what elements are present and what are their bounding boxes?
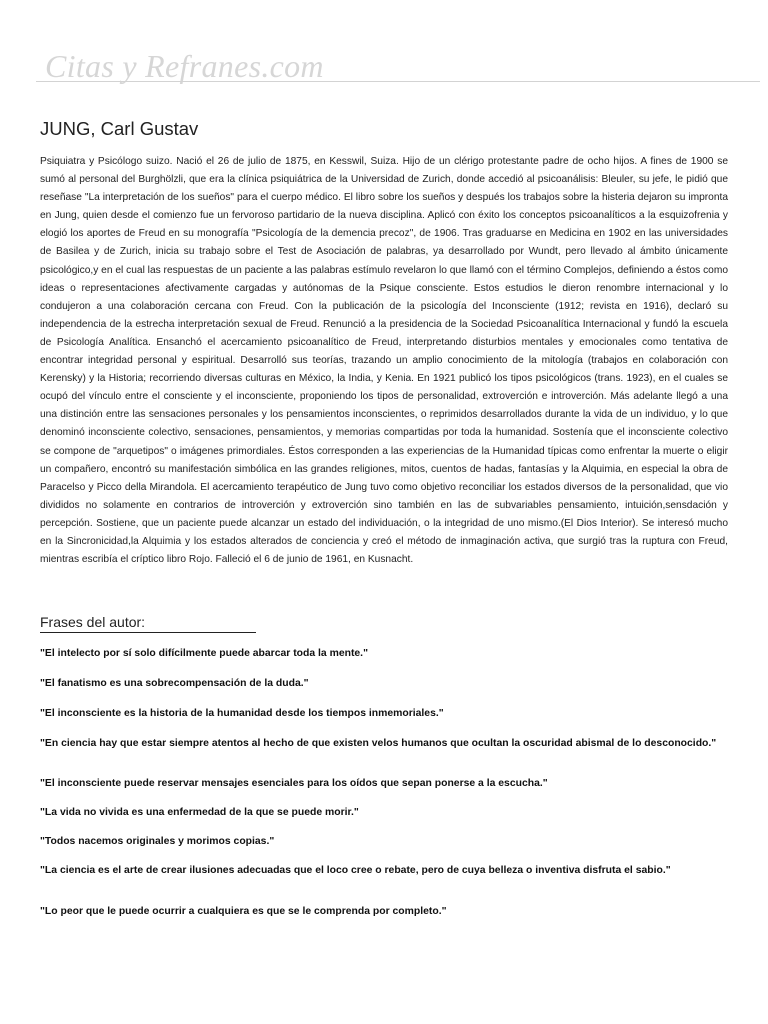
quote-item: "El inconsciente puede reservar mensajes esenciales para los oídos que sepan ponerse a la escucha." <box>40 778 548 789</box>
quote-item: "La vida no vivida es una enfermedad de la que se puede morir." <box>40 807 359 818</box>
quote-item: "En ciencia hay que estar siempre atentos al hecho de que existen velos humanos que ocultan la oscuridad abismal de lo desconocido." <box>40 738 717 749</box>
author-biography: Psiquiatra y Psicólogo suizo. Nació el 26 de julio de 1875, en Kesswil, Suiza. Hijo de un clérigo protestante padre de ocho hijos. A fines de 1900 se sumó al personal del Burghölzli, que era la clínica psiquiátrica de la Universidad de Zurich, donde accedió al psicoanálisis: Bleuler, su jefe, le pidió que reseñase "La interpretación de los sueños" para el cuerpo médico. El libro sobre los sueños y después los trabajos sobre la histeria dejaron su impronta en Jung, quien desde el comienzo fue un fervoroso partidario de la nueva disciplina. Aplicó con éxito los conceptos psicoanalíticos a la esquizofrenia y elogió los aportes de Freud en su monografía "Psicología de la demencia precoz", de 1906. Tras graduarse en Medicina en 1902 en las universidades de Basilea y de Zurich, inicia su trabajo sobre el Test de Asociación de palabras, ya desarrollado por Wundt, pero llevado al ámbito únicamente psicológico,y en el cual las respuestas de un paciente a las palabras estímulo revelaron lo que llamó con el término Complejos, definiendo a éstos como ideas o representaciones afectivamente cargadas y autónomas de la Psique consciente. Estos estudios le dieron renombre internacional y lo condujeron a una colaboración cercana con Freud. Con la publicación de la psicología del Inconsciente (1912; revista en 1916), declaró su independencia de la estrecha interpretación sexual de Freud. Renunció a la presidencia de la Sociedad Psicoanalítica Internacional y fundó la escuela de Psicología Analítica. Ensanchó el acercamiento psicoanalítico de Freud, interpretando disturbios mentales y emocionales como tentativa de encontrar integridad personal y espiritual. Desarrolló sus teorías, trazando un amplio conocimiento de la mitología (trabajos en colaboración con Kerensky) y la Historia; recorriendo diversas culturas en México, la India, y Kenia. En 1921 publicó los tipos psicológicos (trans. 1923), en el cuales se ocupó del vínculo entre el consciente y el inconsciente, proponiendo los tipos de personalidad, extroverción e introverción. Más adelante llegó a una una distinción entre las sensaciones personales y los pensamientos inconscientes, o reprimidos desarrollados durante la vida de un individuo, y lo que denominó inconsciente colectivo, sensaciones, pensamientos, y memorias compartidas por toda la humanidad. Sostenía que el inconsciente colectivo se compone de "arquetipos" o imágenes primordiales. Éstos corresponden a las experiencias de la Humanidad típicas como enfrentar la muerte o eligir un compañero, encontró su manifestación simbólica en las grandes religiones, mitos, cuentos de hadas, fantasías y la Alquimia, en especial la obra de Paracelso y Picco della Mirandola. El acercamiento terapéutico de Jung tuvo como objetivo reconciliar los estados diversos de la personalidad, que vio divididos no solamente en contrarios de introverción y extroverción sino también en las de subvariables pensamiento, intuición,sensdación y percepción. Sostiene, que un paciente puede alcanzar un estado del individuación, o la integridad de uno mismo.(El Dios Interior). Se interesó mucho en la Sincronicidad,la Alquimia y los estados alterados de conciencia y creó el método de inmaginación activa, que surgió tras la ruptura con Freud, mientras escribía el críptico libro Rojo. Falleció el 6 de junio de 1961, en Kusnacht. <box>40 156 728 566</box>
quotes-section-underline <box>40 632 256 633</box>
quote-item: "El intelecto por sí solo difícilmente puede abarcar toda la mente." <box>40 648 369 659</box>
quote-item: "El fanatismo es una sobrecompensación de la duda." <box>40 678 309 689</box>
header-divider <box>36 81 760 82</box>
quote-item: "La ciencia es el arte de crear ilusiones adecuadas que el loco cree o rebate, pero de cuya belleza o inventiva disfruta el sabio." <box>40 865 671 876</box>
page-title: JUNG, Carl Gustav <box>40 118 199 139</box>
quotes-section-title: Frases del autor: <box>40 614 146 630</box>
site-logo[interactable]: Citas y Refranes.com <box>45 48 324 84</box>
quote-item: "Todos nacemos originales y morimos copias." <box>40 836 275 847</box>
quote-item: "El inconsciente es la historia de la humanidad desde los tiempos inmemoriales." <box>40 708 444 719</box>
quote-item: "Lo peor que le puede ocurrir a cualquiera es que se le comprenda por completo." <box>40 906 447 917</box>
